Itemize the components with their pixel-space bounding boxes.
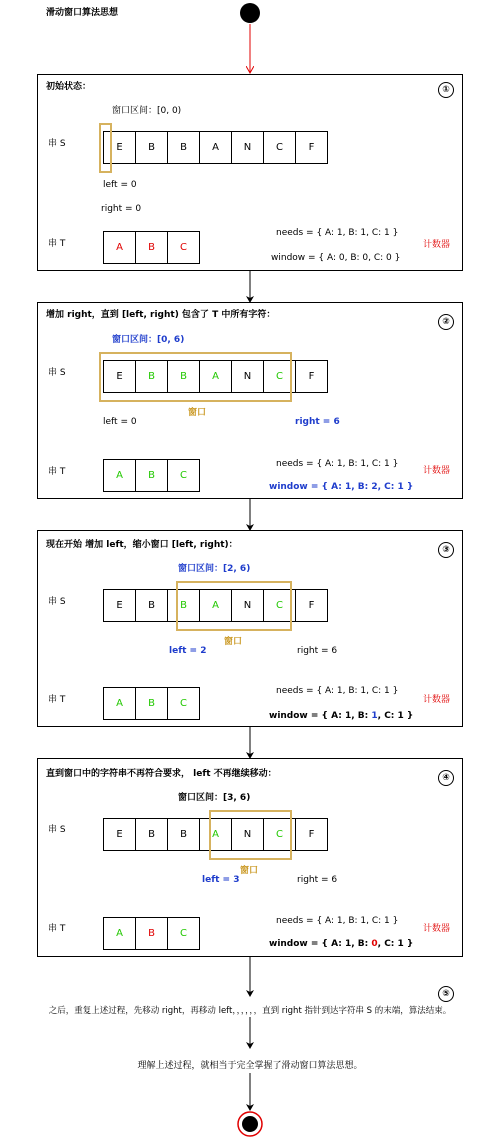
panel-4-t-cells <box>103 917 200 950</box>
s-cell: C <box>263 589 296 622</box>
panel-3-heading: 现在开始 增加 left，缩小窗口 [left, right)： <box>46 540 238 550</box>
panel-1-t-cells <box>103 231 200 264</box>
footer-repeat-text: 之后，重复上述过程，先移动 right，再移动 left，，，，，，直到 right 指针到达字符串 S 的末端，算法结束。 <box>48 1006 452 1016</box>
t-cell: B <box>135 687 168 720</box>
t-cell: C <box>167 459 200 492</box>
panel-step-2 <box>37 302 463 499</box>
panel-2-range: 窗口区间：[0, 6) <box>112 335 185 345</box>
s-cell: B <box>135 589 168 622</box>
panel-2-right: right = 6 <box>295 417 340 427</box>
s-cell: B <box>167 589 200 622</box>
diagram-title: 滑动窗口算法思想 <box>46 8 119 18</box>
s-cell: B <box>135 818 168 851</box>
panel-3-number: ③ <box>438 542 454 558</box>
s-cell: C <box>263 131 296 164</box>
panel-3-counter-label: 计数器 <box>423 695 451 705</box>
panel-3-right: right = 6 <box>297 646 338 656</box>
t-cell: B <box>135 231 168 264</box>
s-cell: E <box>103 589 136 622</box>
s-cell: B <box>135 360 168 393</box>
panel-4-heading: 直到窗口中的字符串不再符合要求， left 不再继续移动： <box>46 769 277 779</box>
s-cell: A <box>199 360 232 393</box>
panel-2-counter-label: 计数器 <box>423 466 451 476</box>
panel-4-t-label: 串 T <box>48 924 66 934</box>
s-cell: C <box>263 360 296 393</box>
panel-4-left: left = 3 <box>202 875 240 885</box>
panel-1-heading: 初始状态： <box>46 82 92 92</box>
panel-4-window-counts <box>269 938 413 950</box>
panel-4-window-box <box>209 810 292 860</box>
panel-1-range: 窗口区间：[0, 0) <box>112 106 182 116</box>
panel-1-s-label: 串 S <box>48 139 66 149</box>
panel-1-window-counts: window = { A: 0, B: 0, C: 0 } <box>271 253 401 263</box>
t-cell: B <box>135 917 168 950</box>
s-cell: B <box>135 131 168 164</box>
panel-2-t-label: 串 T <box>48 467 66 477</box>
panel-3-window-counts <box>269 710 413 722</box>
panel-3-t-label: 串 T <box>48 695 66 705</box>
panel-1-t-label: 串 T <box>48 239 66 249</box>
t-cell: A <box>103 231 136 264</box>
panel-4-needs: needs = { A: 1, B: 1, C: 1 } <box>276 916 399 926</box>
panel-step-1 <box>37 74 463 271</box>
panel-2-t-cells <box>103 459 200 492</box>
panel-2-window-box <box>99 352 292 402</box>
panel-3-left: left = 2 <box>169 646 207 656</box>
s-cell: N <box>231 589 264 622</box>
s-cell: F <box>295 131 328 164</box>
s-cell: F <box>295 360 328 393</box>
s-cell: C <box>263 818 296 851</box>
s-cell: B <box>167 131 200 164</box>
panel-1-counter-label: 计数器 <box>423 240 451 250</box>
panel-4-range: 窗口区间：[3, 6) <box>178 793 251 803</box>
panel-step-4 <box>37 758 463 957</box>
s-cell: F <box>295 589 328 622</box>
start-node <box>240 3 260 23</box>
window-counts-prefix: window = { A: 1, B: <box>269 939 372 949</box>
s-cell: E <box>103 360 136 393</box>
t-cell: B <box>135 459 168 492</box>
s-cell: A <box>199 131 232 164</box>
s-cell: E <box>103 131 136 164</box>
panel-3-window-label: 窗口 <box>224 637 243 647</box>
t-cell: C <box>167 687 200 720</box>
panel-1-needs: needs = { A: 1, B: 1, C: 1 } <box>276 228 399 238</box>
s-cell: E <box>103 818 136 851</box>
panel-3-needs: needs = { A: 1, B: 1, C: 1 } <box>276 686 399 696</box>
panel-2-heading: 增加 right，直到 [left, right) 包含了 T 中所有字符： <box>46 310 276 320</box>
panel-3-window-box <box>176 581 292 631</box>
panel-2-window-counts: window = { A: 1, B: 2, C: 1 } <box>269 482 414 492</box>
window-counts-changed-value: 1 <box>371 711 378 721</box>
panel-4-window-label: 窗口 <box>240 866 259 876</box>
t-cell: C <box>167 231 200 264</box>
panel-3-t-cells <box>103 687 200 720</box>
window-counts-changed-value: 0 <box>371 939 378 949</box>
panel-3-s-label: 串 S <box>48 597 66 607</box>
s-cell: B <box>167 818 200 851</box>
panel-1-window-box <box>99 123 112 173</box>
s-cell: A <box>199 818 232 851</box>
panel-2-window-label: 窗口 <box>188 408 207 418</box>
window-counts-prefix: window = { A: 1, B: <box>269 711 372 721</box>
window-counts-suffix: , C: 1 } <box>377 711 414 721</box>
panel-1-left: left = 0 <box>103 180 137 190</box>
s-cell: F <box>295 818 328 851</box>
panel-1-right: right = 0 <box>101 204 142 214</box>
s-cell: N <box>231 131 264 164</box>
panel-1-number: ① <box>438 82 454 98</box>
panel-3-range: 窗口区间：[2, 6) <box>178 564 251 574</box>
t-cell: A <box>103 687 136 720</box>
panel-2-s-label: 串 S <box>48 368 66 378</box>
panel-1-s-cells <box>103 131 328 164</box>
footer-summary-text: 理解上述过程，就相当于完全掌握了滑动窗口算法思想。 <box>137 1061 363 1071</box>
s-cell: A <box>199 589 232 622</box>
s-cell: B <box>167 360 200 393</box>
panel-2-number: ② <box>438 314 454 330</box>
panel-4-s-label: 串 S <box>48 825 66 835</box>
panel-step-3 <box>37 530 463 727</box>
panel-4-number: ④ <box>438 770 454 786</box>
t-cell: A <box>103 917 136 950</box>
t-cell: C <box>167 917 200 950</box>
t-cell: A <box>103 459 136 492</box>
end-node <box>242 1116 258 1132</box>
s-cell: N <box>231 818 264 851</box>
window-counts-suffix: , C: 1 } <box>377 939 414 949</box>
panel-4-right: right = 6 <box>297 875 338 885</box>
panel-2-left: left = 0 <box>103 417 137 427</box>
panel-4-counter-label: 计数器 <box>423 924 451 934</box>
s-cell: N <box>231 360 264 393</box>
panel-2-needs: needs = { A: 1, B: 1, C: 1 } <box>276 459 399 469</box>
step-5-number: ⑤ <box>438 986 454 1002</box>
